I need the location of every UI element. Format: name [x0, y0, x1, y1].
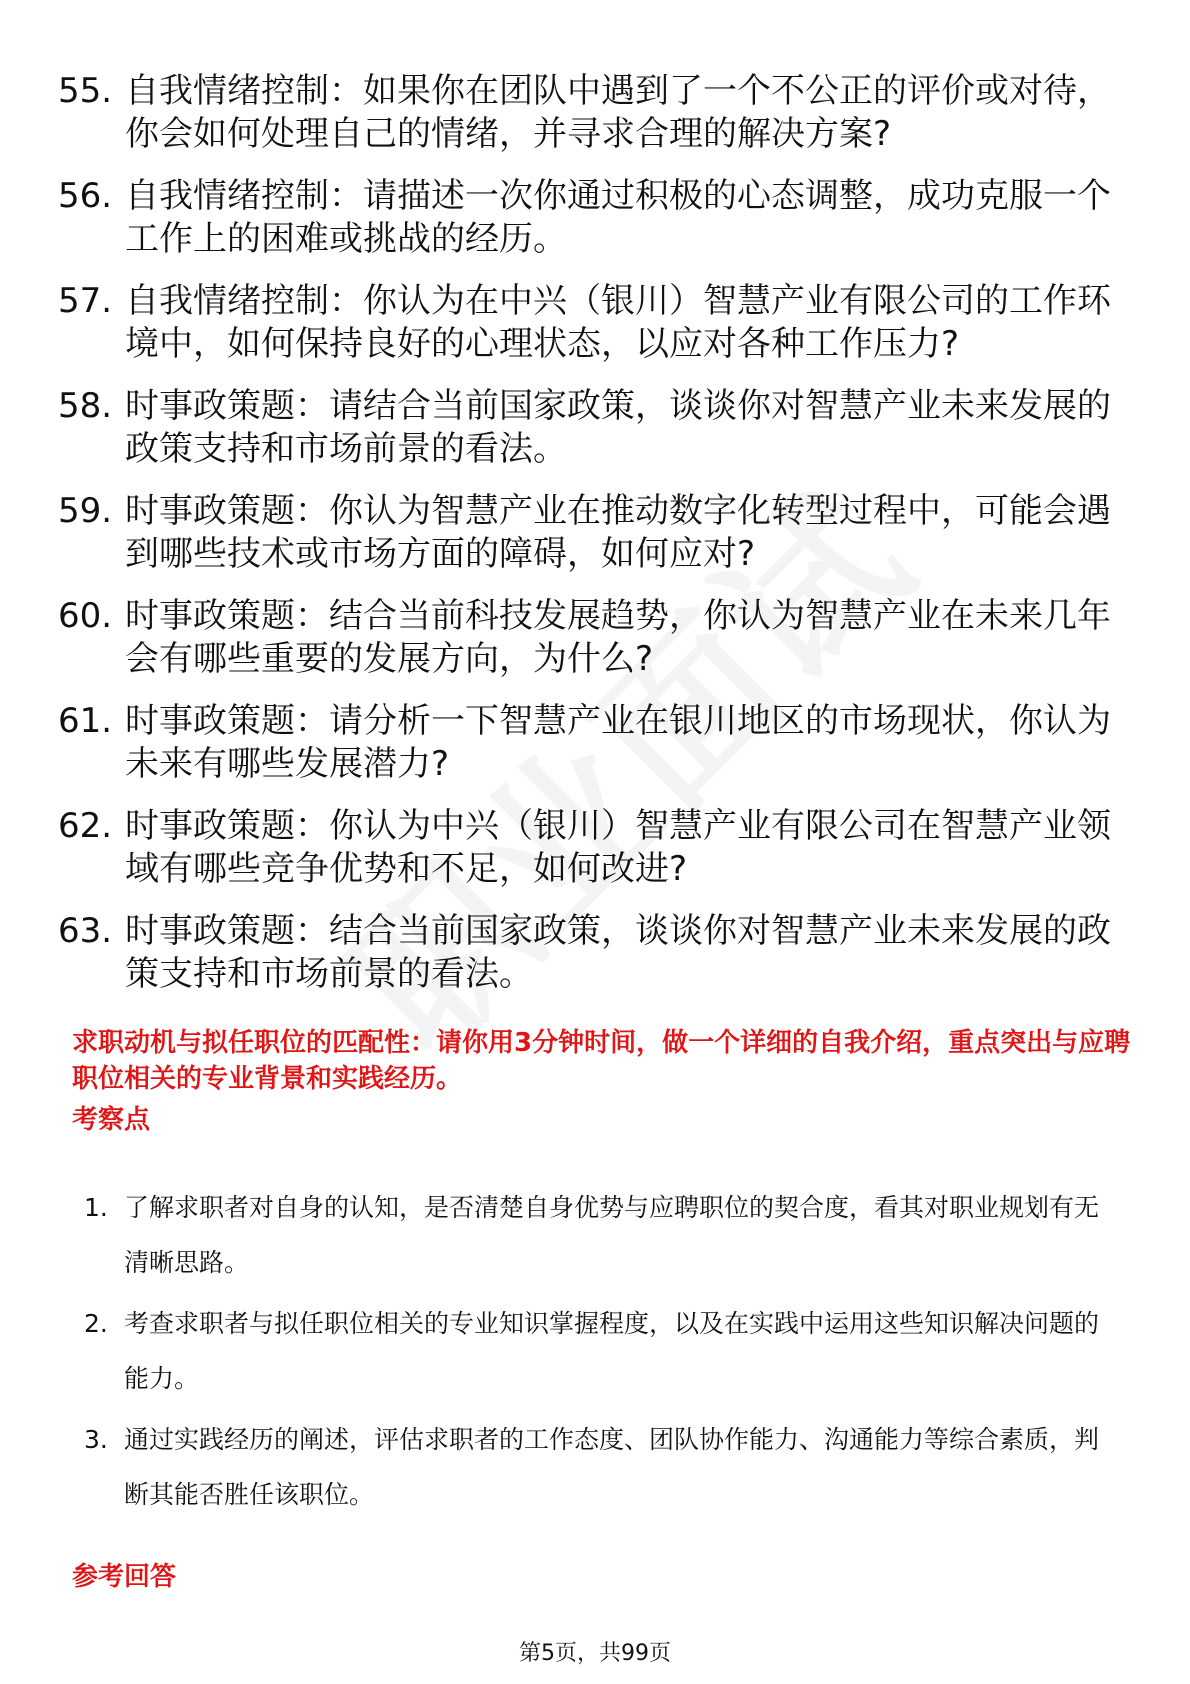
- assessment-point-number: 1.: [84, 1193, 108, 1222]
- question-item: [58, 595, 1138, 681]
- question-text: 时事政策题：请分析一下智慧产业在银川地区的市场现状，你认为未来有哪些发展潜力?: [125, 701, 1111, 784]
- question-item: [58, 805, 1138, 891]
- reference-answer-label: 参考回答: [72, 1562, 177, 1592]
- question-number: 57.: [58, 281, 113, 321]
- assessment-point: [84, 1180, 1124, 1290]
- question-item: [58, 70, 1138, 156]
- featured-question-heading: 求职动机与拟任职位的匹配性：请你用3分钟时间，做一个详细的自我介绍，重点突出与应聘职位相关的专业背景和实践经历。: [72, 1028, 1131, 1094]
- question-text: 时事政策题：请结合当前国家政策，谈谈你对智慧产业未来发展的政策支持和市场前景的看法。: [125, 386, 1111, 469]
- question-text: 自我情绪控制：请描述一次你通过积极的心态调整，成功克服一个工作上的困难或挑战的经历。: [125, 176, 1111, 259]
- question-number: 61.: [58, 701, 113, 741]
- assessment-label: 考察点: [72, 1105, 151, 1135]
- assessment-point: [84, 1296, 1124, 1406]
- question-text: 时事政策题：你认为中兴（银川）智慧产业有限公司在智慧产业领域有哪些竞争优势和不足，如何改进?: [125, 806, 1111, 889]
- question-text: 自我情绪控制：如果你在团队中遇到了一个不公正的评价或对待，你会如何处理自己的情绪，并寻求合理的解决方案?: [125, 71, 1111, 154]
- question-text: 时事政策题：结合当前国家政策，谈谈你对智慧产业未来发展的政策支持和市场前景的看法。: [125, 911, 1111, 994]
- page-footer: 第5页，共99页: [519, 1641, 671, 1666]
- assessment-point: [84, 1412, 1124, 1522]
- question-item: [58, 175, 1138, 261]
- assessment-point-text: 通过实践经历的阐述，评估求职者的工作态度、团队协作能力、沟通能力等综合素质，判断其能否胜任该职位。: [124, 1425, 1100, 1509]
- question-list: [58, 70, 1138, 1015]
- question-number: 58.: [58, 386, 113, 426]
- assessment-point-text: 考查求职者与拟任职位相关的专业知识掌握程度，以及在实践中运用这些知识解决问题的能力。: [124, 1309, 1100, 1393]
- question-text: 时事政策题：你认为智慧产业在推动数字化转型过程中，可能会遇到哪些技术或市场方面的障碍，如何应对?: [125, 491, 1111, 574]
- question-item: [58, 280, 1138, 366]
- assessment-points-list: [84, 1180, 1124, 1528]
- question-number: 59.: [58, 491, 113, 531]
- question-item: [58, 700, 1138, 786]
- assessment-point-text: 了解求职者对自身的认知，是否清楚自身优势与应聘职位的契合度，看其对职业规划有无清晰思路。: [124, 1193, 1100, 1277]
- question-number: 62.: [58, 806, 113, 846]
- question-text: 自我情绪控制：你认为在中兴（银川）智慧产业有限公司的工作环境中，如何保持良好的心理状态，以应对各种工作压力?: [125, 281, 1111, 364]
- assessment-point-number: 3.: [84, 1425, 108, 1454]
- question-number: 60.: [58, 596, 113, 636]
- question-number: 63.: [58, 911, 113, 951]
- question-item: [58, 490, 1138, 576]
- question-item: [58, 910, 1138, 996]
- question-number: 55.: [58, 71, 113, 111]
- assessment-point-number: 2.: [84, 1309, 108, 1338]
- question-item: [58, 385, 1138, 471]
- question-text: 时事政策题：结合当前科技发展趋势，你认为智慧产业在未来几年会有哪些重要的发展方向，为什么?: [125, 596, 1111, 679]
- question-number: 56.: [58, 176, 113, 216]
